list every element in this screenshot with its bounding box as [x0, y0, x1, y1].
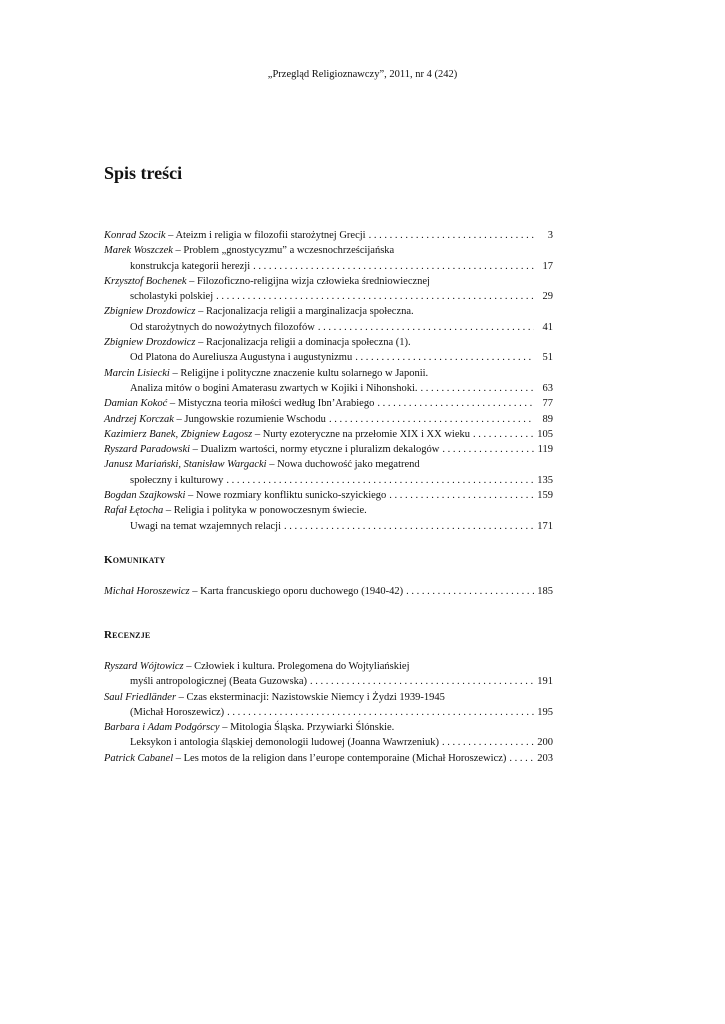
toc-entry-line — [104, 584, 553, 599]
toc-entry-line — [104, 751, 553, 766]
toc-entry-line — [104, 690, 553, 705]
toc-author: Andrzej Korczak — [104, 413, 174, 425]
section-heading-recenzje: Recenzje — [104, 629, 151, 641]
toc-author: Zbigniew Drozdowicz — [104, 337, 196, 349]
toc-author: Ryszard Wójtowicz — [104, 661, 184, 672]
toc-entry-text — [104, 690, 445, 705]
toc-entry-text — [104, 457, 420, 472]
dot-leader — [329, 412, 534, 427]
dot-leader — [318, 320, 534, 335]
toc-author: Marek Woszczek — [104, 245, 173, 257]
toc-entry-text — [104, 304, 414, 319]
toc-title: – Mitologia Śląska. Przywiarki Ślónskie. — [219, 722, 395, 734]
toc-entry-text — [104, 442, 439, 457]
dot-leader — [355, 350, 534, 365]
toc-entry-line — [104, 228, 553, 243]
toc-entry-line — [104, 243, 553, 258]
toc-author: Damian Kokoć — [104, 398, 168, 410]
toc-title: – Jungowskie rozumienie Wschodu — [173, 413, 326, 425]
toc-entry-text — [130, 381, 418, 396]
dot-leader — [216, 289, 534, 304]
dot-leader — [421, 381, 534, 396]
toc-page-number: 89 — [542, 413, 553, 425]
toc-entry-text — [130, 519, 281, 534]
toc-entry-line — [104, 304, 553, 319]
toc-page-number: 17 — [542, 260, 553, 272]
toc-title: – Mistyczna teoria miłości według Ibn’Arabiego — [167, 398, 375, 410]
dot-leader — [406, 584, 534, 599]
toc-author: Marcin Lisiecki — [104, 367, 170, 379]
toc-page-number: 51 — [542, 352, 553, 364]
toc-entry-text — [130, 674, 307, 689]
dot-leader — [369, 228, 534, 243]
toc-entry-line — [104, 659, 553, 674]
toc-entry-line — [104, 335, 553, 350]
toc-page-number: 41 — [542, 321, 553, 333]
toc-page-number: 29 — [542, 291, 553, 303]
toc-section-recenzje — [104, 659, 553, 766]
dot-leader — [389, 488, 534, 503]
toc-entry-line — [104, 457, 553, 472]
page-title: Spis treści — [104, 163, 183, 183]
toc-entry-text — [104, 503, 367, 518]
toc-author: Janusz Mariański, Stanisław Wargacki — [104, 459, 267, 471]
toc-title: Od Platona do Aureliusza Augustyna i augustynizmu — [130, 352, 353, 364]
toc-author: Ryszard Paradowski — [104, 444, 191, 456]
toc-title: konstrukcja kategorii herezji — [130, 260, 251, 272]
dot-leader — [310, 674, 534, 689]
toc-entry-line — [104, 519, 553, 534]
section-heading-komunikaty: Komunikaty — [104, 554, 166, 566]
toc-entry-line — [104, 350, 553, 365]
toc-entry-line — [104, 488, 553, 503]
journal-header: „Przegląd Religioznawczy”, 2011, nr 4 (242) — [267, 69, 458, 80]
toc-entry-line — [104, 720, 553, 735]
toc-section-articles — [104, 228, 553, 534]
toc-author: Krzysztof Bochenek — [104, 275, 187, 287]
toc-page-number: 159 — [537, 490, 553, 502]
dot-leader — [284, 519, 534, 534]
toc-entry-line — [104, 259, 553, 274]
toc-title: – Dualizm wartości, normy etyczne i pluralizm dekalogów — [190, 444, 440, 456]
toc-entry-text — [104, 366, 428, 381]
toc-title: – Religia i polityka w ponowoczesnym świecie. — [163, 505, 367, 517]
toc-page-number: 119 — [537, 444, 553, 456]
toc-title: – Nurty ezoteryczne na przełomie XIX i XX wieku — [252, 428, 470, 440]
toc-entry-text — [104, 228, 366, 243]
toc-entry-text — [104, 243, 394, 258]
toc-author: Saul Friedländer — [104, 691, 177, 703]
toc-entry-line — [104, 674, 553, 689]
toc-entry-text — [130, 735, 439, 750]
toc-entry-line — [104, 735, 553, 750]
toc-entry-line — [104, 473, 553, 488]
toc-page-number: 203 — [537, 752, 553, 764]
toc-entry-text — [104, 274, 430, 289]
toc-entry-line — [104, 503, 553, 518]
toc-page-number: 171 — [537, 520, 553, 532]
toc-entry-text — [130, 320, 315, 335]
toc-title: – Ateizm i religia w filozofii starożytnej Grecji — [165, 230, 366, 241]
toc-entry-line — [104, 442, 553, 457]
toc-entry-line — [104, 274, 553, 289]
toc-title: – Czas eksterminacji: Nazistowskie Niemcy i Żydzi 1939-1945 — [176, 691, 445, 703]
toc-author: Bogdan Szajkowski — [104, 490, 186, 502]
toc-page-number: 77 — [542, 398, 553, 410]
toc-title: – Nowe rozmiary konfliktu sunicko-szyickiego — [185, 490, 387, 502]
toc-title: (Michał Horoszewicz) — [130, 706, 225, 718]
toc-title: społeczny i kulturowy — [130, 474, 224, 486]
dot-leader — [377, 396, 534, 411]
toc-author: Michał Horoszewicz — [104, 586, 190, 597]
toc-entry-line — [104, 289, 553, 304]
toc-title: – Człowiek i kultura. Prolegomena do Wojtyliańskiej — [183, 661, 410, 672]
toc-entry-text — [130, 350, 352, 365]
toc-entry-text — [104, 720, 394, 735]
toc-page-number: 195 — [537, 706, 553, 718]
toc-entry-text — [104, 335, 411, 350]
toc-page-number: 185 — [537, 586, 553, 597]
toc-title: – Religijne i polityczne znaczenie kultu solarnego w Japonii. — [169, 367, 429, 379]
toc-page-number: 191 — [537, 676, 553, 688]
toc-entry-line — [104, 320, 553, 335]
dot-leader — [253, 259, 534, 274]
toc-page-number: 3 — [547, 230, 553, 241]
toc-title: – Racjonalizacja religii a marginalizacja społeczna. — [195, 306, 414, 318]
toc-title: – Nowa duchowość jako megatrend — [266, 459, 420, 471]
toc-entry-text — [130, 289, 213, 304]
dot-leader — [473, 427, 534, 442]
toc-entry-line — [104, 366, 553, 381]
dot-leader — [442, 442, 534, 457]
toc-section-komunikaty — [104, 584, 553, 599]
toc-entry-text — [104, 412, 326, 427]
toc-title: myśli antropologicznej (Beata Guzowska) — [130, 676, 307, 688]
toc-author: Patrick Cabanel — [104, 752, 174, 764]
toc-title: – Racjonalizacja religii a dominacja społeczna (1). — [195, 337, 411, 349]
toc-entry-text — [104, 396, 374, 411]
toc-author: Konrad Szocik — [104, 230, 166, 241]
toc-entry-text — [104, 584, 403, 599]
toc-title: scholastyki polskiej — [130, 291, 214, 303]
toc-author: Rafał Łętocha — [104, 505, 164, 517]
dot-leader — [509, 751, 534, 766]
dot-leader — [227, 705, 534, 720]
toc-title: – Filozoficzno-religijna wizja człowieka średniowiecznej — [186, 275, 430, 287]
toc-entry-text — [104, 488, 386, 503]
toc-entry-text — [104, 751, 506, 766]
toc-entry-text — [130, 473, 223, 488]
toc-page-number: 105 — [537, 428, 553, 440]
toc-entry-text — [104, 659, 409, 674]
toc-author: Kazimierz Banek, Zbigniew Łagosz — [104, 428, 253, 440]
toc-title: Uwagi na temat wzajemnych relacji — [130, 520, 282, 532]
toc-page-number: 135 — [537, 474, 553, 486]
toc-author: Zbigniew Drozdowicz — [104, 306, 196, 318]
toc-entry-text — [130, 705, 224, 720]
toc-entry-line — [104, 381, 553, 396]
toc-page-number: 200 — [537, 737, 553, 749]
toc-entry-line — [104, 412, 553, 427]
toc-title: – Karta francuskiego oporu duchowego (1940-42) — [189, 586, 404, 597]
toc-entry-line — [104, 427, 553, 442]
toc-author: Barbara i Adam Podgórscy — [104, 722, 220, 734]
toc-entry-line — [104, 396, 553, 411]
toc-entry-line — [104, 705, 553, 720]
toc-title: – Les motos de la religion dans l’europe contemporaine (Michał Horoszewicz) — [173, 752, 507, 764]
toc-page-number: 63 — [542, 382, 553, 394]
toc-title: Leksykon i antologia śląskiej demonologii ludowej (Joanna Wawrzeniuk) — [130, 737, 439, 749]
dot-leader — [226, 473, 534, 488]
toc-entry-text — [130, 259, 250, 274]
toc-title: – Problem „gnostycyzmu” a wczesnochrześcijańska — [172, 245, 395, 257]
toc-title: Analiza mitów o bogini Amaterasu zwartych w Kojiki i Nihonshoki. — [130, 382, 418, 394]
toc-title: Od starożytnych do nowożytnych filozofów — [130, 321, 315, 333]
toc-entry-text — [104, 427, 470, 442]
dot-leader — [442, 735, 534, 750]
